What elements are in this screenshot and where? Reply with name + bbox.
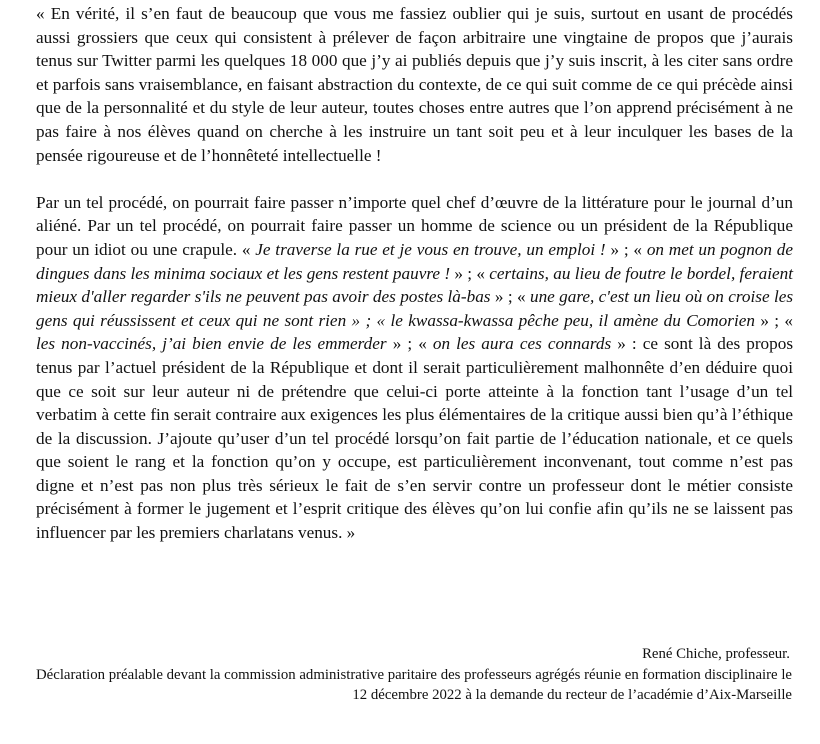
quote-1: Je traverse la rue et je vous en trouve, un emploi ! <box>255 239 606 259</box>
quote-6: on les aura ces connards <box>432 334 612 354</box>
quote-separator: » ; « <box>392 334 427 354</box>
paragraph-2-rest: » : ce sont là des propos tenus par l’actuel président de la République et dont il serait particulièrement malhonnête d’en déduire quoi que ce soit sur leur auteur ni de prétendre que celui-ci porte atteinte à la fonction tant l’usage d’un tel verbatim à cette fin serait contraire aux exigences les plus élémentaires de la critique aussi bien qu’à l’éthique de la discussion. J’ajoute qu’user d’un tel procédé lorsqu’on fait partie de l’éducation nationale, et ce quels que soient le rang et la fonction qu’on y occupe, est particulièrement inconvenant, tout comme n’est pas digne et n’est pas non plus très sérieux le fait de s’en servir contre un professeur dont le métier consiste précisément à former le jugement et l’esprit critique des élèves qu’on lui confie afin qu’ils ne se laissent pas influencer par les premiers charlatans venus. » <box>36 334 794 543</box>
quote-separator: » ; « <box>494 287 526 307</box>
quote-separator: » ; « <box>454 263 485 283</box>
paragraph-2-intro: Par un tel procédé, on pourrait faire passer n’importe quel chef d’œuvre de la littérature pour le journal d’un aliéné. Par un tel procédé, on pourrait faire passer un homme de science ou un président de la République pour un idiot ou une crapule. « <box>36 192 793 259</box>
quote-separator: » ; « <box>610 239 643 259</box>
paragraph-2 <box>36 191 793 545</box>
quote-3: certains, au lieu de foutre le bordel, feraient mieux d'aller regarder s'ils ne peuvent pas avoir des postes là-bas <box>36 263 794 307</box>
quote-4: une gare, c'est un lieu où on croise les gens qui réussissent et ceux qui ne sont rien » ; « le kwassa-kwassa pêche peu, il amène du Comorien <box>36 287 794 330</box>
quote-5: les non-vaccinés, j’ai bien envie de les emmerder <box>36 334 387 354</box>
quote-separator: » ; « <box>760 310 794 330</box>
quote-2: on met un pognon de dingues dans les minima sociaux et les gens restent pauvre ! <box>36 239 793 283</box>
signature: René Chiche, professeur. <box>642 646 790 662</box>
document-body <box>36 2 793 545</box>
paragraph-1: « En vérité, il s’en faut de beaucoup que vous me fassiez oublier qui je suis, surtout en usant de procédés aussi grossiers que ceux qui consistent à prélever de façon arbitraire une vingtaine de propos que j’aurais tenus sur Twitter parmi les quelques 18 000 que j’y ai publiés depuis que j’y suis inscrit, à les citer sans ordre et parfois sans vraisemblance, en faisant abstraction du contexte, de ce qui suit comme de ce qui précède ainsi que de la personnalité et du style de leur auteur, toutes choses entre autres que l’on apprend précisément à ne pas faire à nos élèves quand on cherche à les instruire un tant soit peu et à leur inculquer les bases de la pensée rigoureuse et de l’honnêteté intellectuelle ! <box>36 4 793 165</box>
source-caption: Déclaration préalable devant la commission administrative paritaire des professeurs agrégés réunie en formation disciplinaire le 12 décembre 2022 à la demande du recteur de l’académie d’Aix-Marseille <box>36 667 792 703</box>
